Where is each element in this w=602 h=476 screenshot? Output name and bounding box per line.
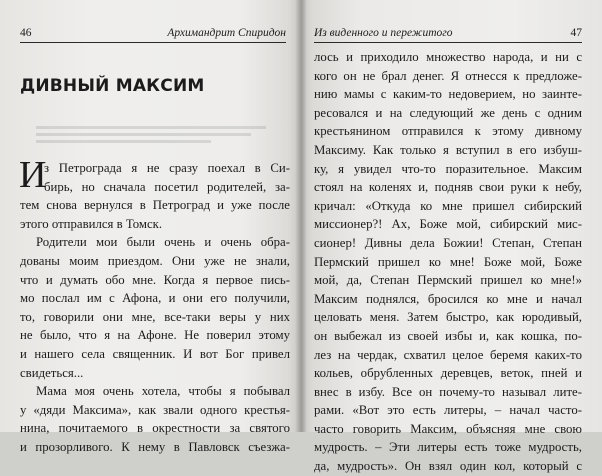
text-line: лось и приходило множество народа, и ни с [314,50,582,64]
text-line: Пермский пришел ко мне! Боже мой, Боже [314,254,582,269]
text-line: нию мамы с каким-то недоверием, но заинте- [314,87,582,102]
text-line: мо послал им с Афона, и они его получили, [20,291,290,306]
text-line: часто говорить Максим, объясняя мне свою [314,421,582,436]
text-line: сионер! Дивны дела Божии! Степан, Степан [314,235,582,250]
show-through-text [36,122,286,152]
text-line: дованы моим приездом. Они уже не знали, [20,253,290,268]
text-line: кричал: «Откуда ко мне пришел сибирский [314,198,582,213]
text-line: стоял на коленях и, подняв свои руки к небу, [314,180,582,195]
text-line: да, мудрость». Он взял один кол, который с [314,459,582,474]
text-line: лез на чердак, схватил целое беремя каких-то [314,347,582,362]
left-body-text [19,154,290,457]
text-line: он выбежал из своей избы и, как кошка, по- [314,328,582,343]
text-line: миссионер?! Ах, Боже мой, сибирский мис- [314,217,582,232]
text-line: ресовался и на следующий же день с одним [314,105,582,120]
right-running-header [314,25,582,43]
right-body-text [314,48,582,476]
text-line: Родители мои были очень и очень обра- [36,235,290,250]
text-line: тем снова вернулся в Петроград и уже после [20,198,290,213]
text-line: крестьянином отправился к этому дивному [314,124,582,139]
text-line: Максиму. Как только я вступил в его избуш- [314,142,582,157]
chapter-title: ДИВНЫЙ МАКСИМ [20,76,205,96]
text-line: мудрость. – Эти литеры есть тоже мудрость, [314,440,582,455]
text-line: и нашего села священник. И вот Бог привел [20,346,290,361]
text-line: бирь, но сначала посетил родителей, за- [44,179,290,194]
text-line: то, говорили они мне, все-таки веры у них [20,309,290,324]
left-running-head: Архимандрит Спиридон [167,27,286,39]
text-line: мой, да, Степан Пермский пришел ко мне!» [314,273,582,288]
text-line: Мама моя очень хотела, чтобы я побывал [36,384,290,399]
text-line: что и думать обо мне. Когда я первое пись- [20,272,290,287]
text-line: Максим поднялся, бросился ко мне и начал [314,291,582,306]
text-line: свидеться... [20,365,84,380]
drop-cap: И [19,154,47,196]
text-line: ку, я увидел что-то поразительное. Максим [314,161,582,176]
left-running-header [20,25,286,43]
right-page [300,0,602,474]
text-line: целовать меня. Затем быстро, как юродивый, [314,310,582,325]
text-line: у «дяди Максима», как звали одного крестья- [20,402,290,417]
text-line: рами. «Вот это есть литеры, – начал часто- [314,403,582,418]
text-line: кого он не брал денег. Я отнесся к предложе- [314,68,582,83]
text-line: и прозорливого. К нему в Павловск съезжа- [20,439,290,454]
text-line: з Петрограда я не сразу поехал в Си- [44,161,290,175]
right-page-number: 47 [570,27,582,39]
left-page [0,0,300,454]
text-line: нина, почитаемого в окрестности за святого [20,421,290,436]
right-running-head: Из виденного и пережитого [314,27,453,39]
left-page-number: 46 [20,27,32,39]
text-line: внес в избу. Все он почему-то называл лите- [314,384,582,399]
text-line: кольев, обрубленных деревцев, веток, пней и [314,366,582,381]
text-line: этого отправился в Томск. [20,216,163,231]
text-line: не было, что я на Афоне. Не поверил этому [20,328,290,343]
